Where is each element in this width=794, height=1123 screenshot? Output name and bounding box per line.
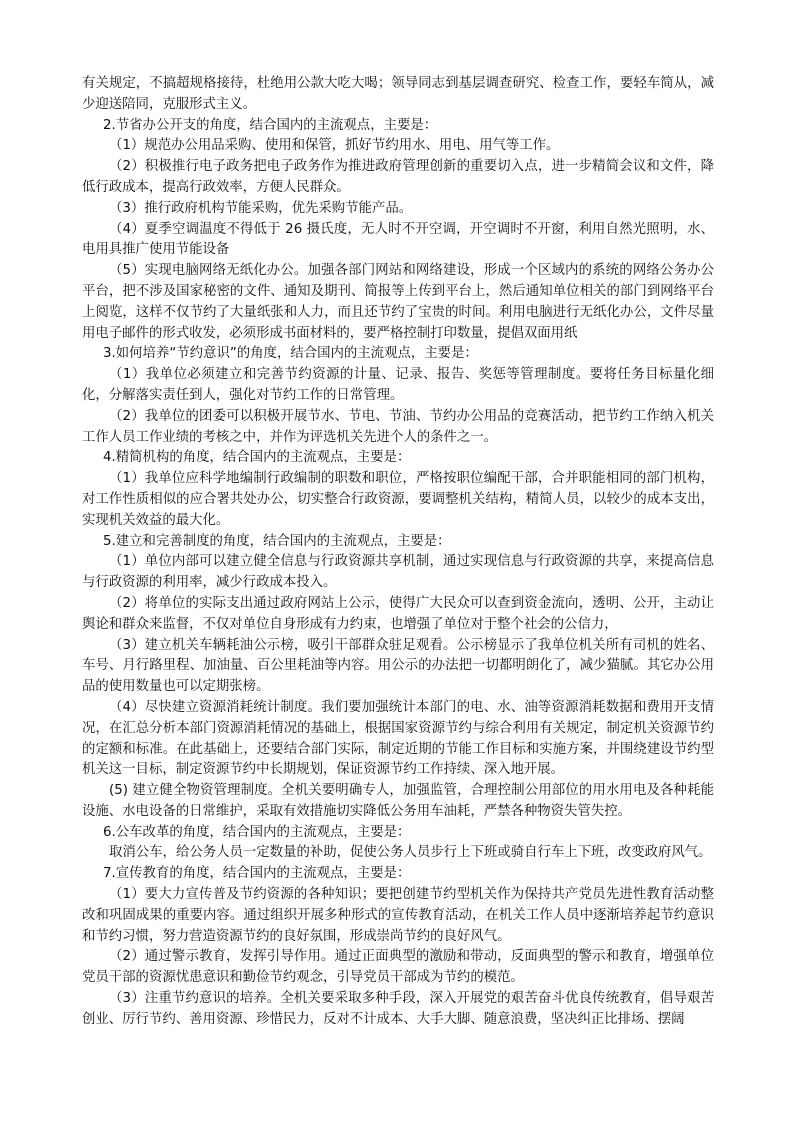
- paragraph-paperless-office: （5）实现电脑网络无纸化办公。加强各部门网站和网络建设，形成一个区域内的系统的网络公务办公平台，把不涉及国家秘密的文件、通知及期刊、简报等上传到平台上，然后通知单位相关的部门到网络平台上阅览，这样不仅节约了大量纸张和人力，而且还节约了宝贵的时间。利用电脑进行无纸化办公，文件尽量用电子邮件的形式收发，必须形成书面材料的，要严格控制打印数量，提倡双面用纸: [82, 263, 714, 341]
- heading-streamline-agencies: 4.精简机构的角度，结合国内的主流观点，主要是：: [103, 450, 411, 466]
- document-page: [82, 74, 714, 1031]
- heading-office-expenses: 2.节省办公开支的角度，结合国内的主流观点，主要是：: [103, 117, 438, 133]
- paragraph-air-conditioning: （4）夏季空调温度不得低于 26 摄氏度，无人时不开空调，开空调时不开窗，利用自然光照明，水、电用具推广使用节能设备: [82, 221, 714, 258]
- paragraph-knowledge-promotion: （1）要大力宣传普及节约资源的各种知识；要把创建节约型机关作为保持共产党员先进性教育活动整改和巩固成果的重要内容。通过组织开展多种形式的宣传教育活动，在机关工作人员中逐渐培养起节约意识和节约习惯，努力营造资源节约的良好氛围，形成崇尚节约的良好风气。: [82, 887, 714, 944]
- paragraph-e-government: （2）积极推行电子政务把电子政务作为推进政府管理创新的重要切入点，进一步精简会议和文件，降低行政成本，提高行政效率，方便人民群众。: [82, 159, 714, 195]
- paragraph-consumption-statistics: （4）尽快建立资源消耗统计制度。我们要加强统计本部门的电、水、油等资源消耗数据和费用开支情况，在汇总分析本部门资源消耗情况的基础上，根据国家资源节约与综合利用有关规定，制定机关资源节约的定额和标准。在此基础上，还要结合部门实际，制定近期的节能工作目标和实施方案，并围绕建设节约型机关这一目标，制定资源节约中长期规划，保证资源节约工作持续、深入地开展。: [82, 699, 714, 778]
- paragraph-cancel-vehicles: 取消公车，给公务人员一定数量的补助，促使公务人员步行上下班或骑自行车上下班，改变政府风气。: [109, 845, 712, 861]
- paragraph-expense-disclosure: （2）将单位的实际支出通过政府网站上公示，使得广大民众可以查到资金流向，透明、公开，主动让舆论和群众来监督，不仅对单位自身形成有力约束，也增强了单位对于整个社会的公信力，: [82, 595, 714, 632]
- paragraph-reception-rules: 有关规定，不搞超规格接待，杜绝用公款大吃大喝；领导同志到基层调查研究、检查工作，要轻车简从，减少迎送陪同，克服形式主义。: [82, 76, 714, 112]
- heading-institutions: 5.建立和完善制度的角度，结合国内的主流观点，主要是：: [103, 533, 451, 549]
- paragraph-management-system: （1）我单位必须建立和完善节约资源的计量、记录、报告、奖惩等管理制度。要将任务目标量化细化，分解落实责任到人，强化对节约工作的日常管理。: [82, 367, 714, 403]
- paragraph-competition-activities: （2）我单位的团委可以积极开展节水、节电、节油、节约办公用品的竞赛活动，把节约工作纳入机关工作人员工作业绩的考核之中，并作为评选机关先进个人的条件之一。: [82, 408, 714, 445]
- paragraph-resource-sharing: （1）单位内部可以建立健全信息与行政资源共享机制，通过实现信息与行政资源的共享，来提高信息与行政资源的利用率，减少行政成本投入。: [82, 554, 714, 591]
- paragraph-staffing: （1）我单位应科学地编制行政编制的职数和职位，严格按职位编配干部，合并职能相同的部门机构，对工作性质相似的应合署共处办公，切实整合行政资源，要调整机关结构，精简人员，以较少的成本支出，实现机关效益的最大化。: [82, 471, 714, 528]
- paragraph-fuel-publicity: （3）建立机关车辆耗油公示榜，吸引干部群众驻足观看。公示榜显示了我单位机关所有司机的姓名、车号、月行路里程、加油量、百公里耗油等内容。用公示的办法把一切都明朗化了，减少猫腻。其它办公用品的使用数量也可以定期张榜。: [82, 637, 714, 695]
- paragraph-awareness-cultivation: （3）注重节约意识的培养。全机关要采取多种手段，深入开展党的艰苦奋斗优良传统教育，倡导艰苦创业、厉行节约、善用资源、珍惜民力，反对不计成本、大手大脚、随意浪费，坚决纠正比排场、摆阔: [82, 991, 714, 1027]
- paragraph-warning-education: （2）通过警示教育，发挥引导作用。通过正面典型的激励和带动，反面典型的警示和教育，增强单位党员干部的资源忧患意识和勤俭节约观念，引导党员干部成为节约的模范。: [82, 949, 714, 986]
- paragraph-materials-management: (5) 建立健全物资管理制度。全机关要明确专人，加强监管，合理控制公用部位的用水用电及各种耗能设施、水电设备的日常维护，采取有效措施切实降低公务用车油耗，严禁各种物资失管失控。: [82, 783, 714, 819]
- paragraph-office-supplies: （1）规范办公用品采购、使用和保管，抓好节约用水、用电、用气等工作。: [109, 138, 560, 154]
- paragraph-energy-procurement: （3）推行政府机构节能采购，优先采购节能产品。: [109, 200, 413, 216]
- heading-publicity-education: 7.宣传教育的角度，结合国内的主流观点，主要是：: [103, 866, 411, 882]
- heading-saving-awareness: 3.如何培养“节约意识”的角度，结合国内的主流观点，主要是：: [103, 346, 478, 362]
- heading-vehicle-reform: 6.公车改革的角度，结合国内的主流观点，主要是：: [103, 824, 411, 840]
